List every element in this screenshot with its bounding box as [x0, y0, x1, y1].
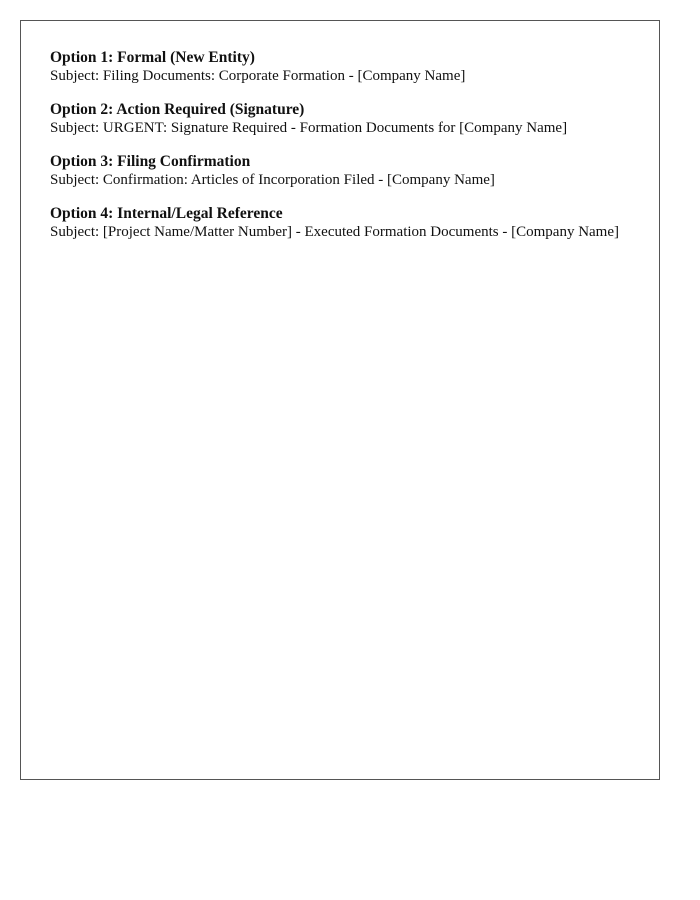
option-title: Option 2: Action Required (Signature): [50, 101, 305, 118]
option-subject: Subject: Confirmation: Articles of Incorporation Filed - [Company Name]: [50, 172, 495, 188]
option-subject: Subject: Filing Documents: Corporate Formation - [Company Name]: [50, 68, 466, 84]
option-subject: Subject: [Project Name/Matter Number] - Executed Formation Documents - [Company Name]: [50, 224, 620, 240]
option-2: [50, 101, 622, 137]
option-1: [50, 49, 622, 85]
document-page: [20, 20, 660, 780]
option-title: Option 3: Filing Confirmation: [50, 153, 251, 170]
document-content: [50, 49, 622, 257]
option-4: [50, 205, 622, 241]
option-title: Option 1: Formal (New Entity): [50, 49, 255, 66]
option-subject: Subject: URGENT: Signature Required - Formation Documents for [Company Name]: [50, 120, 568, 136]
option-3: [50, 153, 622, 189]
option-title: Option 4: Internal/Legal Reference: [50, 205, 283, 222]
